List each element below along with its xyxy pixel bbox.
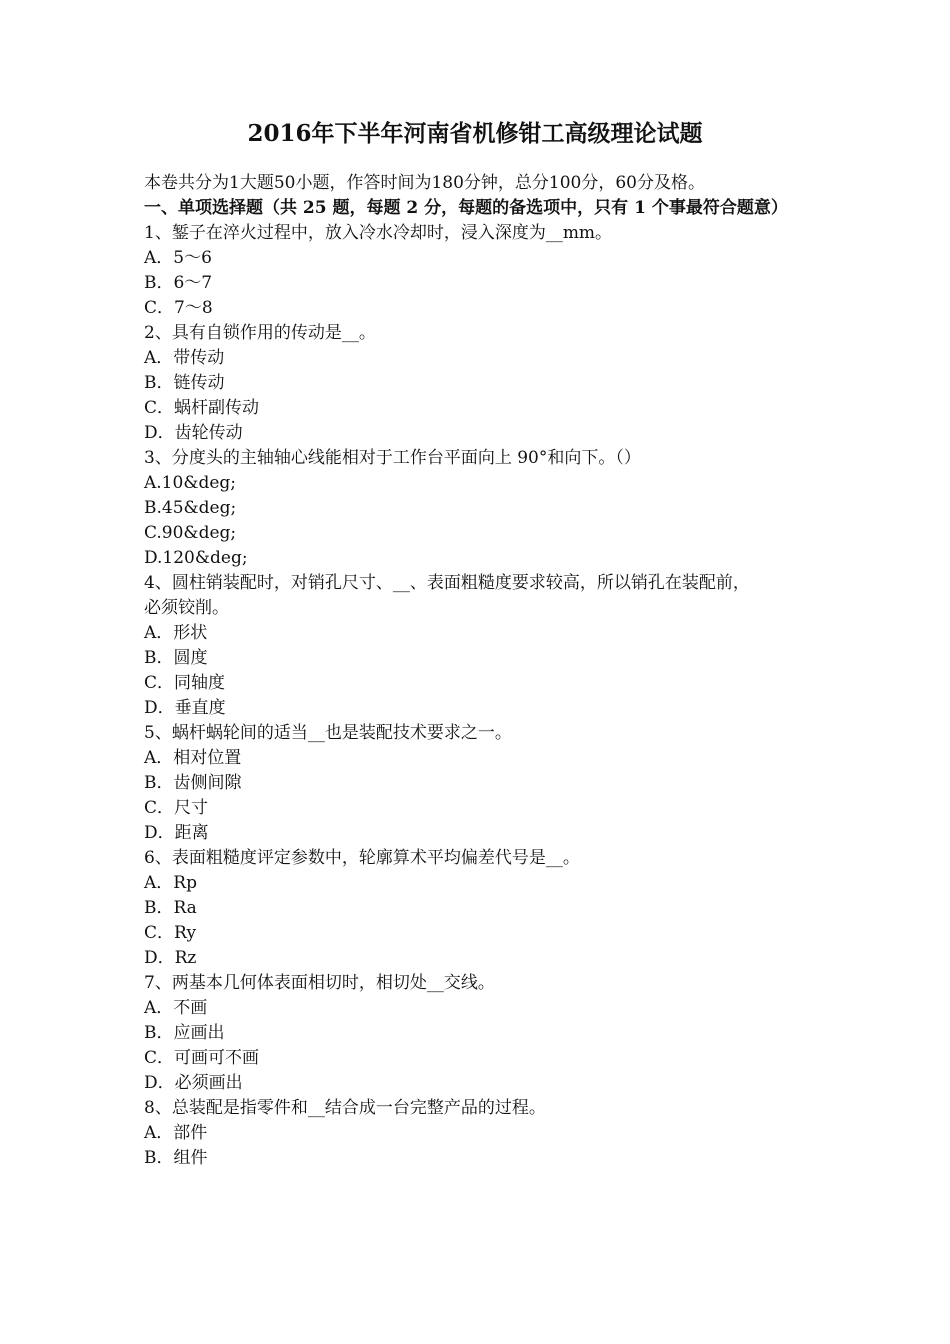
answer-option: B．齿侧间隙: [144, 773, 242, 793]
answer-option: A.10&deg;: [144, 473, 236, 493]
answer-option: C．同轴度: [144, 673, 226, 693]
answer-option: D．必须画出: [144, 1073, 243, 1093]
answer-option: A．带传动: [144, 348, 225, 368]
question-2: [144, 321, 824, 446]
exam-intro: 本卷共分为1大题50小题，作答时间为180分钟，总分100分，60分及格。: [144, 173, 705, 193]
answer-option: A．相对位置: [144, 748, 242, 768]
document-title: 2016年下半年河南省机修钳工高级理论试题: [247, 120, 703, 147]
question-7: [144, 971, 824, 1096]
answer-option: C.90&deg;: [144, 523, 237, 543]
answer-option: C．可画可不画: [144, 1048, 260, 1068]
answer-option: A．部件: [144, 1123, 208, 1143]
question-list: [144, 221, 824, 1171]
question-stem: 7、两基本几何体表面相切时，相切处__交线。: [144, 973, 495, 993]
question-stem: 2、具有自锁作用的传动是__。: [144, 323, 376, 343]
answer-option: B．Ra: [144, 898, 197, 918]
question-stem: 3、分度头的主轴轴心线能相对于工作台平面向上 90°和向下。（）: [144, 448, 641, 468]
answer-option: A．5～6: [144, 248, 212, 268]
answer-option: B．应画出: [144, 1023, 225, 1043]
question-stem: 4、圆柱销装配时，对销孔尺寸、__、表面粗糙度要求较高，所以销孔在装配前，: [144, 573, 750, 593]
document-body: [144, 171, 824, 1171]
answer-option: D．距离: [144, 823, 209, 843]
question-5: [144, 721, 824, 846]
question-stem: 5、蜗杆蜗轮间的适当__也是装配技术要求之一。: [144, 723, 512, 743]
answer-option: A．Rp: [144, 873, 197, 893]
answer-option: A．不画: [144, 998, 208, 1018]
answer-option: C．Ry: [144, 923, 197, 943]
question-stem: 必须铰削。: [144, 598, 229, 618]
answer-option: B.45&deg;: [144, 498, 237, 518]
answer-option: D．齿轮传动: [144, 423, 243, 443]
answer-option: B．圆度: [144, 648, 208, 668]
answer-option: D．垂直度: [144, 698, 226, 718]
question-stem: 8、总装配是指零件和__结合成一台完整产品的过程。: [144, 1098, 546, 1118]
question-stem: 6、表面粗糙度评定参数中，轮廓算术平均偏差代号是__。: [144, 848, 580, 868]
answer-option: D.120&deg;: [144, 548, 248, 568]
question-8: [144, 1096, 824, 1171]
question-stem: 1、錾子在淬火过程中，放入冷水冷却时，浸入深度为__mm。: [144, 223, 613, 243]
answer-option: C．尺寸: [144, 798, 209, 818]
answer-option: B．6～7: [144, 273, 213, 293]
answer-option: D．Rz: [144, 948, 197, 968]
answer-option: B．链传动: [144, 373, 225, 393]
answer-option: C．7～8: [144, 298, 213, 318]
answer-option: C．蜗杆副传动: [144, 398, 260, 418]
question-1: [144, 221, 824, 321]
section-heading: 一、单项选择题（共 25 题，每题 2 分，每题的备选项中，只有 1 个事最符合题意）: [144, 198, 788, 218]
question-3: [144, 446, 824, 571]
answer-option: B．组件: [144, 1148, 208, 1168]
answer-option: A．形状: [144, 623, 208, 643]
question-6: [144, 846, 824, 971]
question-4: [144, 571, 824, 721]
